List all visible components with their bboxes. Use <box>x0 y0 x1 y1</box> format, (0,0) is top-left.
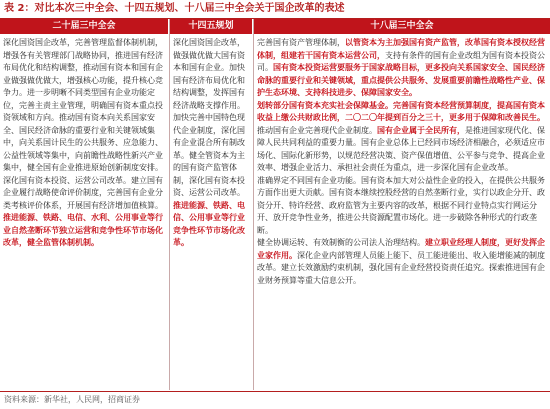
header-col3: 十八届三中全会 <box>254 19 550 34</box>
col3-paragraph-4 <box>257 175 547 238</box>
col2-paragraph <box>173 37 251 250</box>
col3-p1-highlight: 以管资本为主加强国有资产监管，改革国有资本授权经营体制，组建若干国有资本运营公司， <box>257 38 545 60</box>
bottom-rule <box>0 391 550 392</box>
col3-paragraph-2 <box>257 100 547 125</box>
col2-highlight: 推进能源、铁路、电信、公用事业等行业竞争性环节市场化改革。 <box>173 200 245 247</box>
header-col2: 十四五规划 <box>170 19 252 34</box>
column-divider-2 <box>253 19 254 390</box>
col1-highlight: 推进能源、铁路、电信、水利、公用事业等行业自然垄断环节独立运营和竞争性环节市场化改革，健全监管体制机制。 <box>3 213 163 247</box>
col3-p2-highlight: 国有资本投资运营要服务于国家战略目标，更多投向关系国家安全、国民经济命脉的重要行业和关键领域，重点提供公共服务、发展重要前瞻性战略性产业、保护生态环境、支持科技进步、保障国家安全。 <box>257 63 545 97</box>
col2-text <box>173 37 251 390</box>
col2-body: 深化国资国企改革，做强做优做大国有资本和国有企业。加快国有经济布局优化和结构调整，发挥国有经济战略支撑作用。加快完善中国特色现代企业制度，深化国有企业混合所有制改革。健全管资本为主的国有资产监管体制，深化国有资本投资、运营公司改革。 <box>173 38 245 197</box>
col3-p4-highlight: 国有企业属于全民所有， <box>377 125 465 135</box>
col3-paragraph-5 <box>257 237 547 287</box>
col1-paragraph <box>3 37 166 250</box>
source-note: 资料来源：新华社，人民网，招商证券 <box>4 395 140 404</box>
col3-p1-lead: 完善国有资产管理体制， <box>257 38 345 47</box>
col3-paragraph-1 <box>257 37 547 100</box>
header-col1: 二十届三中全会 <box>0 19 168 34</box>
table-title: 表 2：对比本次三中全会、十四五规划、十八届三中全会关于国企改革的表述 <box>4 3 345 14</box>
col3-text <box>257 37 547 390</box>
col3-p6-lead: 健全协调运转、有效制衡的公司法人治理结构。 <box>257 238 425 247</box>
col3-p6-tail: 深化企业内部管理人员能上能下、员工能进能出、收入能增能减的制度改革。建立长效激励约束机制，强化国有企业经营投资责任追究。探索推进国有企业财务预算等重大信息公开。 <box>257 250 545 285</box>
col1-body: 深化国资国企改革，完善管理监督体制机制，增强各有关管理部门战略协同，推进国有经济布局优化和结构调整，推动国有资本和国有企业做强做优做大，增强核心功能，提升核心竞争力。进一步明晰不同类型国有企业功能定位，完善主责主业管理，明确国有资本重点投资领域和方向。推动国有资本向关系国家安全、国民经济命脉的重要行业和关键领域集中，向关系国计民生的公共服务、应急能力、公益性领域等集中，向前瞻性战略性新兴产业集中，健全国有企业推进原始创新制度安排。深化国有资本投资、运营公司改革。建立国有企业履行战略使命评价制度，完善国有企业分类考核评价体系，开展国有经济增加值核算。 <box>3 38 163 210</box>
col3-p1-tail: 支持有条件的国有企业改组为国有资本投资公司。 <box>257 50 545 72</box>
col1-text <box>3 37 166 390</box>
col3-p5-body: 准确界定不同国有企业功能。国有资本加大对公益性企业的投入，在提供公共服务方面作出更大贡献。国有资本继续控股经营的自然垄断行业，实行以政企分开、政资分开、特许经营、政府监管为主要内容的改革，根据不同行业特点实行网运分开、放开竞争性业务，推进公共资源配置市场化。进一步破除各种形式的行政垄断。 <box>257 175 545 235</box>
col3-paragraph-3 <box>257 125 547 175</box>
col3-p3-highlight: 划转部分国有资本充实社会保障基金。完善国有资本经营预算制度，提高国有资本收益上缴公共财政比例，二〇二〇年提到百分之三十，更多用于保障和改善民生。 <box>257 100 545 122</box>
col3-p4-lead: 推动国有企业完善现代企业制度。 <box>257 125 377 135</box>
col3-p4-tail: 是推进国家现代化、保障人民共同利益的重要力量。国有企业总体上已经同市场经济相融合，必须适应市场化、国际化新形势，以规范经营决策、资产保值增值、公平参与竞争、提高企业效率、增强企业活力、承担社会责任为重点，进一步深化国有企业改革。 <box>257 125 545 172</box>
col3-p6-highlight: 建立职业经理人制度，更好发挥企业家作用。 <box>257 238 545 260</box>
column-divider-1 <box>169 19 170 390</box>
